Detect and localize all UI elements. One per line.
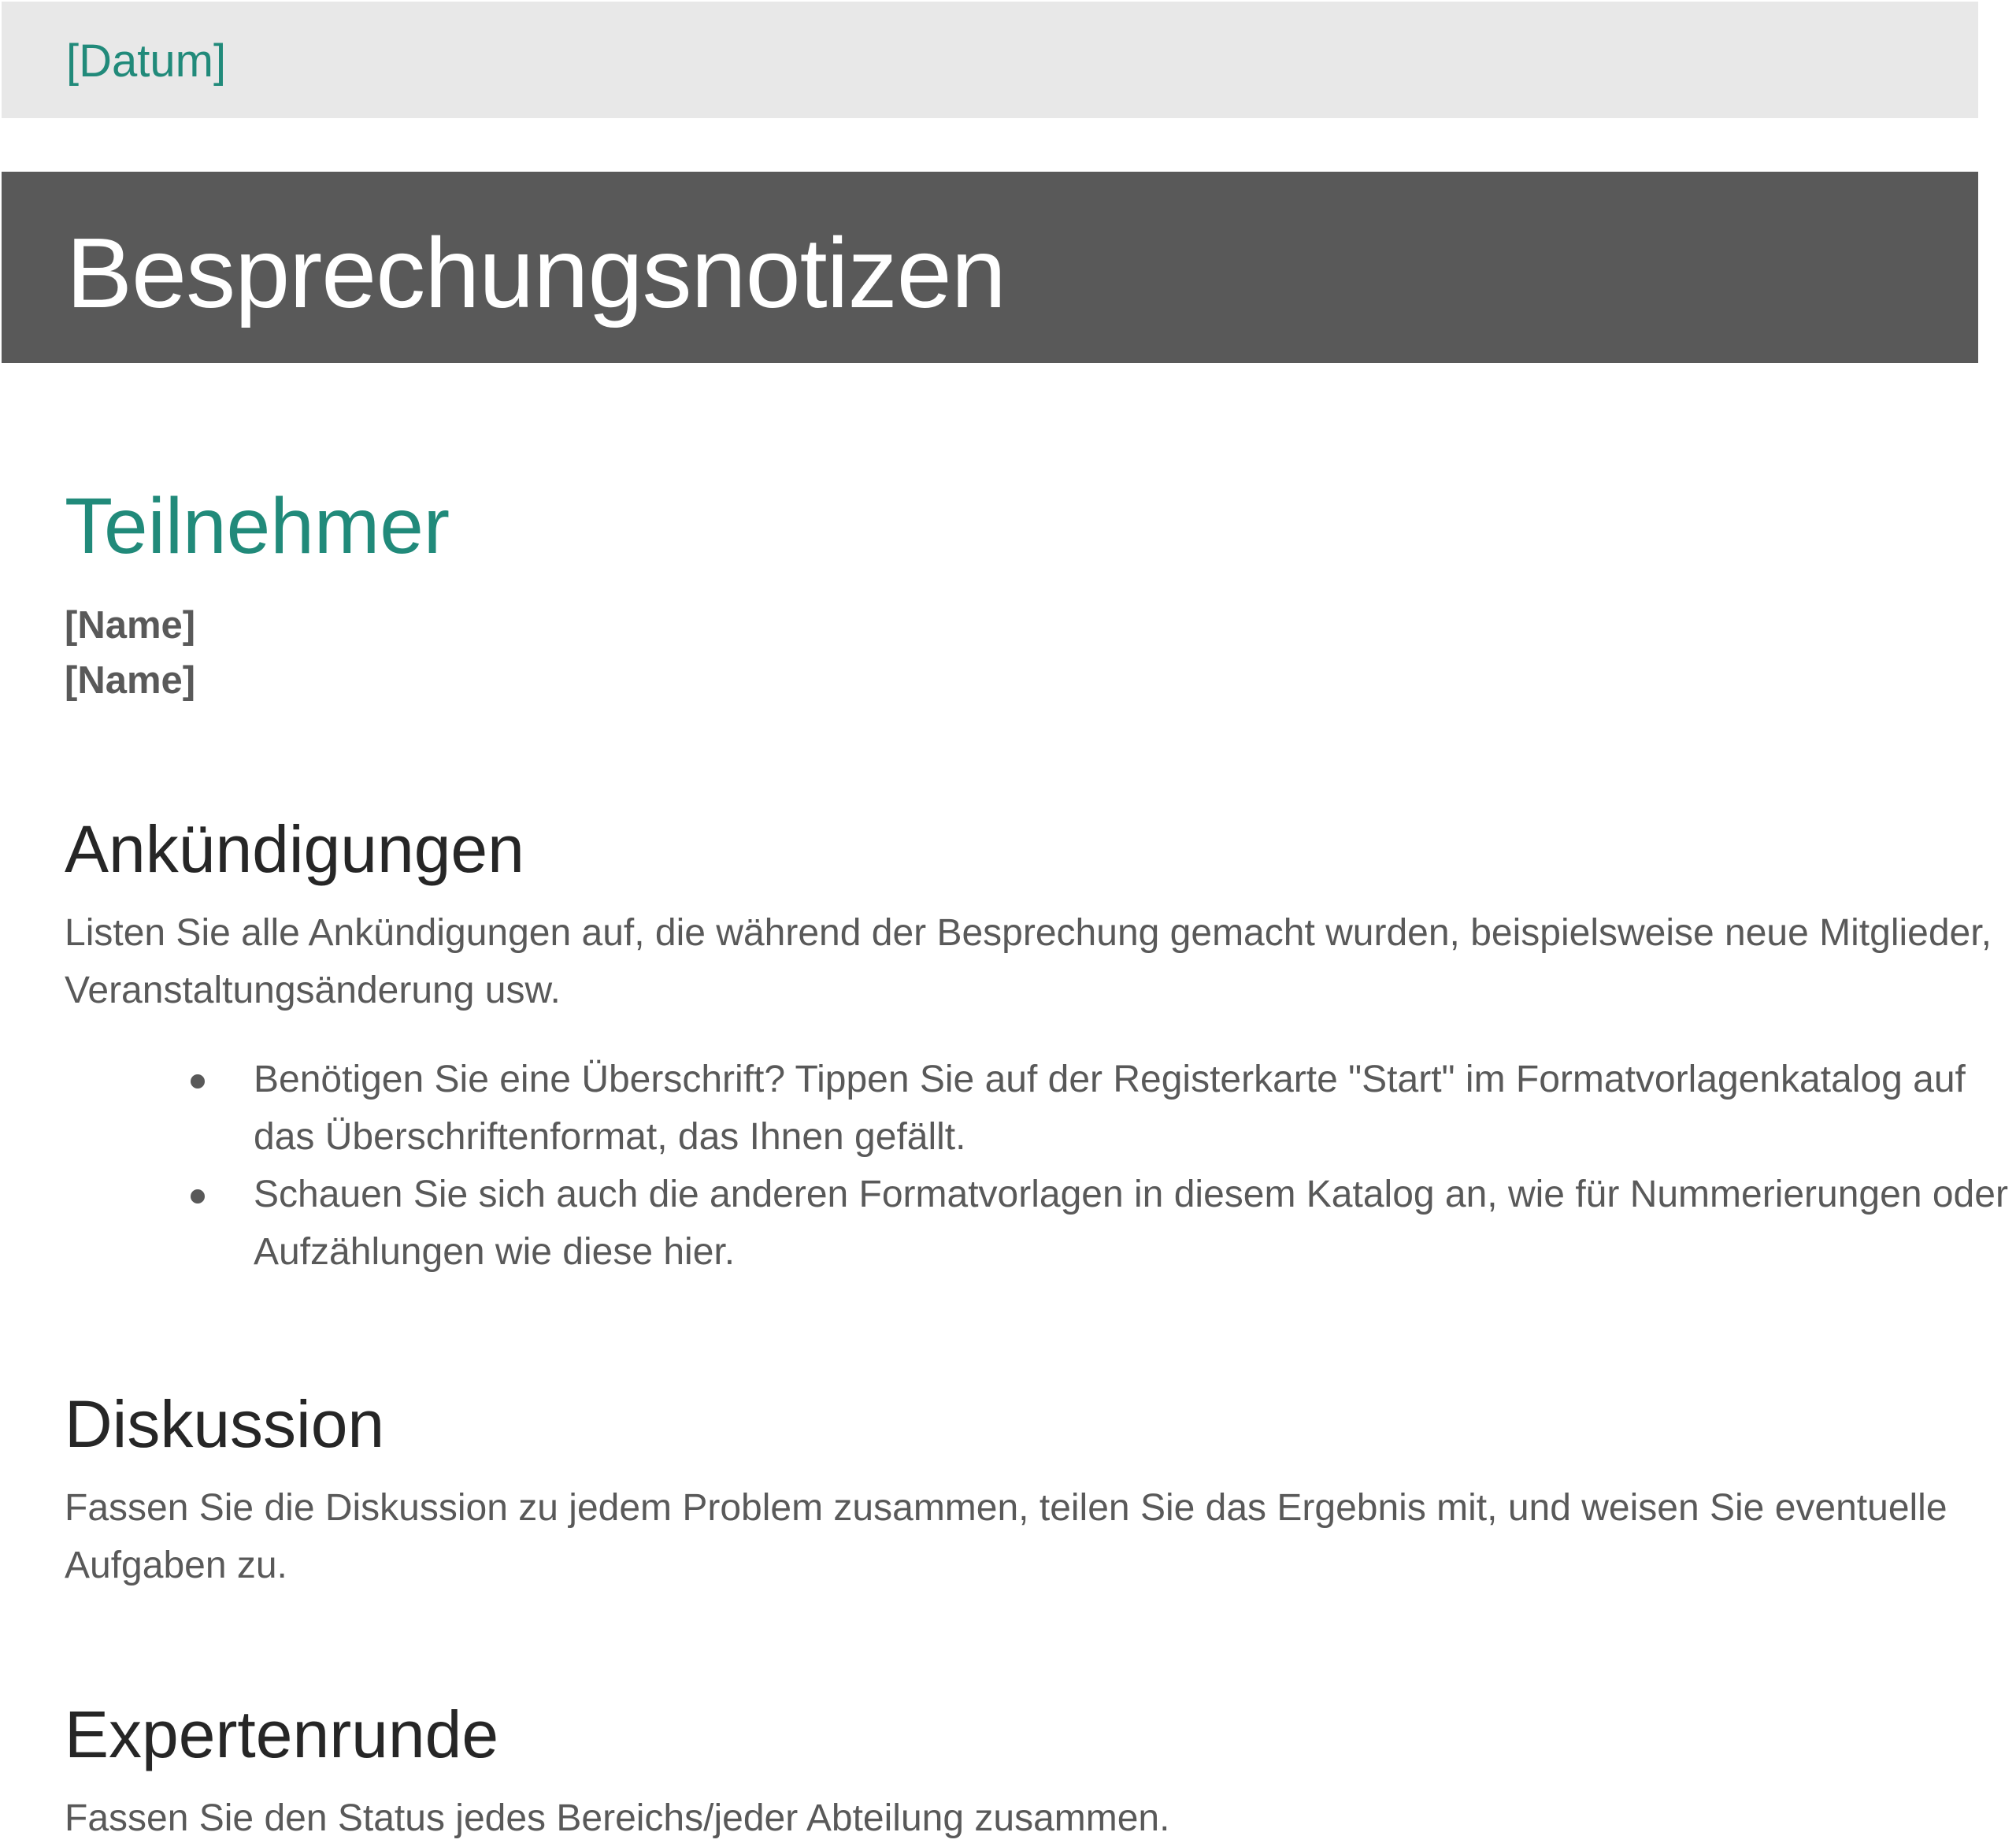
announcements-body: Listen Sie alle Ankündigungen auf, die während der Besprechung gemacht wurden, beispielsweise neue Mitglieder, Veranstaltungsänderung usw. [65,912,1992,1011]
attendees-heading: Teilnehmer [65,482,450,570]
bullet-text: Schauen Sie sich auch die anderen Formatvorlagen in diesem Katalog an, wie für Nummerierungen oder Aufzählungen wie diese hier. [254,1174,2008,1273]
bullet-icon [191,1074,205,1089]
announcements-heading: Ankündigungen [65,812,524,886]
attendee-name[interactable]: [Name] [65,659,196,702]
bullet-text: Benötigen Sie eine Überschrift? Tippen Sie auf der Registerkarte "Start" im Formatvorlagenkatalog auf das Überschriftenformat, das Ihnen gefällt. [254,1059,1966,1158]
date-placeholder[interactable]: [Datum] [66,35,227,87]
attendee-list [65,598,195,708]
discussion-heading: Diskussion [65,1387,385,1461]
list-item [65,1051,2010,1166]
discussion-body: Fassen Sie die Diskussion zu jedem Problem zusammen, teilen Sie das Ergebnis mit, und weisen Sie eventuelle Aufgaben zu. [65,1487,1947,1586]
page-title[interactable]: Besprechungsnotizen [66,217,1006,328]
date-band [2,2,1978,118]
list-item [65,1166,2010,1281]
attendee-name[interactable]: [Name] [65,604,196,647]
roundtable-heading: Expertenrunde [65,1697,499,1771]
announcements-bullet-list [65,1051,2010,1281]
roundtable-body: Fassen Sie den Status jedes Bereichs/jeder Abteilung zusammen. [65,1797,1170,1839]
bullet-icon [191,1189,205,1204]
title-band [2,172,1978,363]
